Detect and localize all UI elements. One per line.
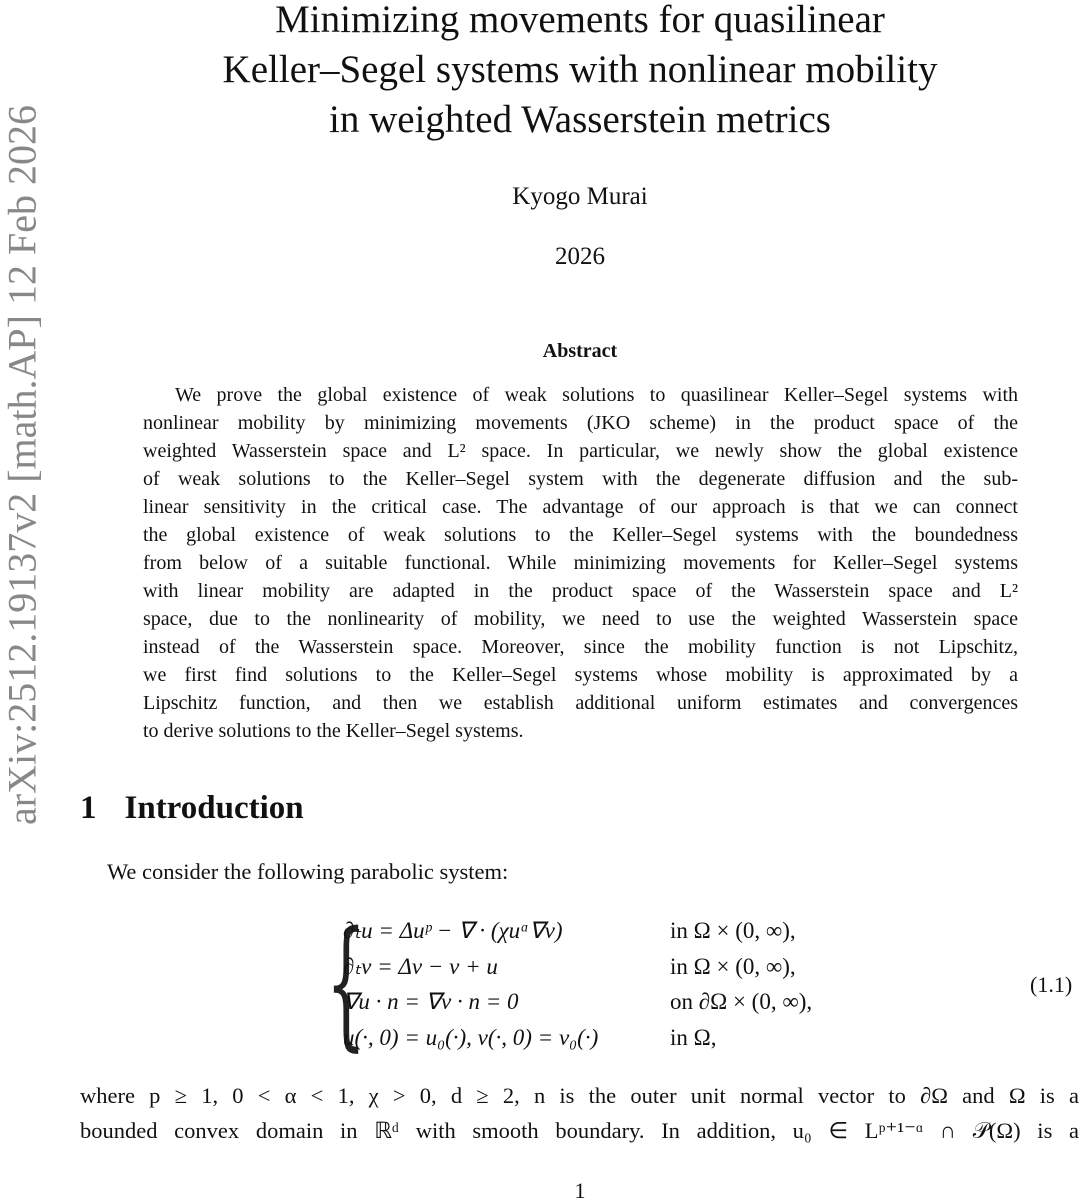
paper-title <box>0 0 1079 145</box>
abstract-line: instead of the Wasserstein space. Moreover, since the mobility function is not Lipschitz, <box>143 636 1018 658</box>
body-line: where p ≥ 1, 0 < α < 1, χ > 0, d ≥ 2, n is the outer unit normal vector to ∂Ω and Ω is a <box>80 1083 1079 1108</box>
title-line: Keller–Segel systems with nonlinear mobility <box>222 48 938 91</box>
body-line: bounded convex domain in ℝᵈ with smooth boundary. In addition, u₀ ∈ Lᵖ⁺¹⁻ᵅ ∩ 𝒫(Ω) is a <box>80 1118 1079 1143</box>
equation-lhs: ∂ₜu = Δuᵖ − ∇ · (χuᵅ∇v) <box>343 918 563 943</box>
title-line: Minimizing movements for quasilinear <box>275 0 885 41</box>
section-title: Introduction <box>124 790 304 826</box>
abstract-line: nonlinear mobility by minimizing movements (JKO scheme) in the product space of the <box>143 412 1018 434</box>
abstract-line: we first find solutions to the Keller–Segel systems whose mobility is approximated by a <box>143 664 1018 686</box>
equation-lhs: ∇u · n = ∇v · n = 0 <box>343 989 519 1014</box>
date: 2026 <box>555 243 605 270</box>
intro-sentence: We consider the following parabolic system: <box>107 859 509 884</box>
title-line: in weighted Wasserstein metrics <box>329 98 831 141</box>
equation-lhs: u(·, 0) = u₀(·), v(·, 0) = v₀(·) <box>343 1024 599 1050</box>
equation-condition: on ∂Ω × (0, ∞), <box>670 989 813 1014</box>
author: Kyogo Murai <box>512 183 648 210</box>
abstract-line: to derive solutions to the Keller–Segel systems. <box>143 720 524 742</box>
abstract-line: of weak solutions to the Keller–Segel system with the degenerate diffusion and the sub- <box>143 468 1018 490</box>
abstract-line: weighted Wasserstein space and L² space. In particular, we newly show the global existence <box>143 440 1018 462</box>
equation-lhs: ∂ₜv = Δv − v + u <box>343 953 498 979</box>
arxiv-stamp: arXiv:2512.19137v2 [math.AP] 12 Feb 2026 <box>0 105 45 825</box>
abstract-line: with linear mobility are adapted in the product space of the Wasserstein space and L² <box>143 580 1018 602</box>
abstract-line: We prove the global existence of weak solutions to quasilinear Keller–Segel systems with <box>175 384 1018 406</box>
left-brace: { <box>326 902 367 1065</box>
abstract-line: from below of a suitable functional. While minimizing movements for Keller–Segel systems <box>143 552 1018 574</box>
equation-condition: in Ω × (0, ∞), <box>670 918 796 943</box>
abstract-line: Lipschitz function, and then we establish additional uniform estimates and convergences <box>143 692 1018 714</box>
abstract-heading: Abstract <box>542 340 618 362</box>
equation-number: (1.1) <box>1030 972 1073 997</box>
abstract-line: linear sensitivity in the critical case. The advantage of our approach is that we can connect <box>143 496 1018 518</box>
equation-condition: in Ω × (0, ∞), <box>670 953 796 979</box>
abstract-line: space, due to the nonlinearity of mobility, we need to use the weighted Wasserstein space <box>143 608 1018 630</box>
abstract-line: the global existence of weak solutions to the Keller–Segel systems with the boundedness <box>143 524 1018 546</box>
equation-condition: in Ω, <box>670 1024 717 1050</box>
section-number: 1 <box>80 790 97 826</box>
page-number: 1 <box>574 1178 586 1203</box>
section-heading <box>80 790 332 827</box>
